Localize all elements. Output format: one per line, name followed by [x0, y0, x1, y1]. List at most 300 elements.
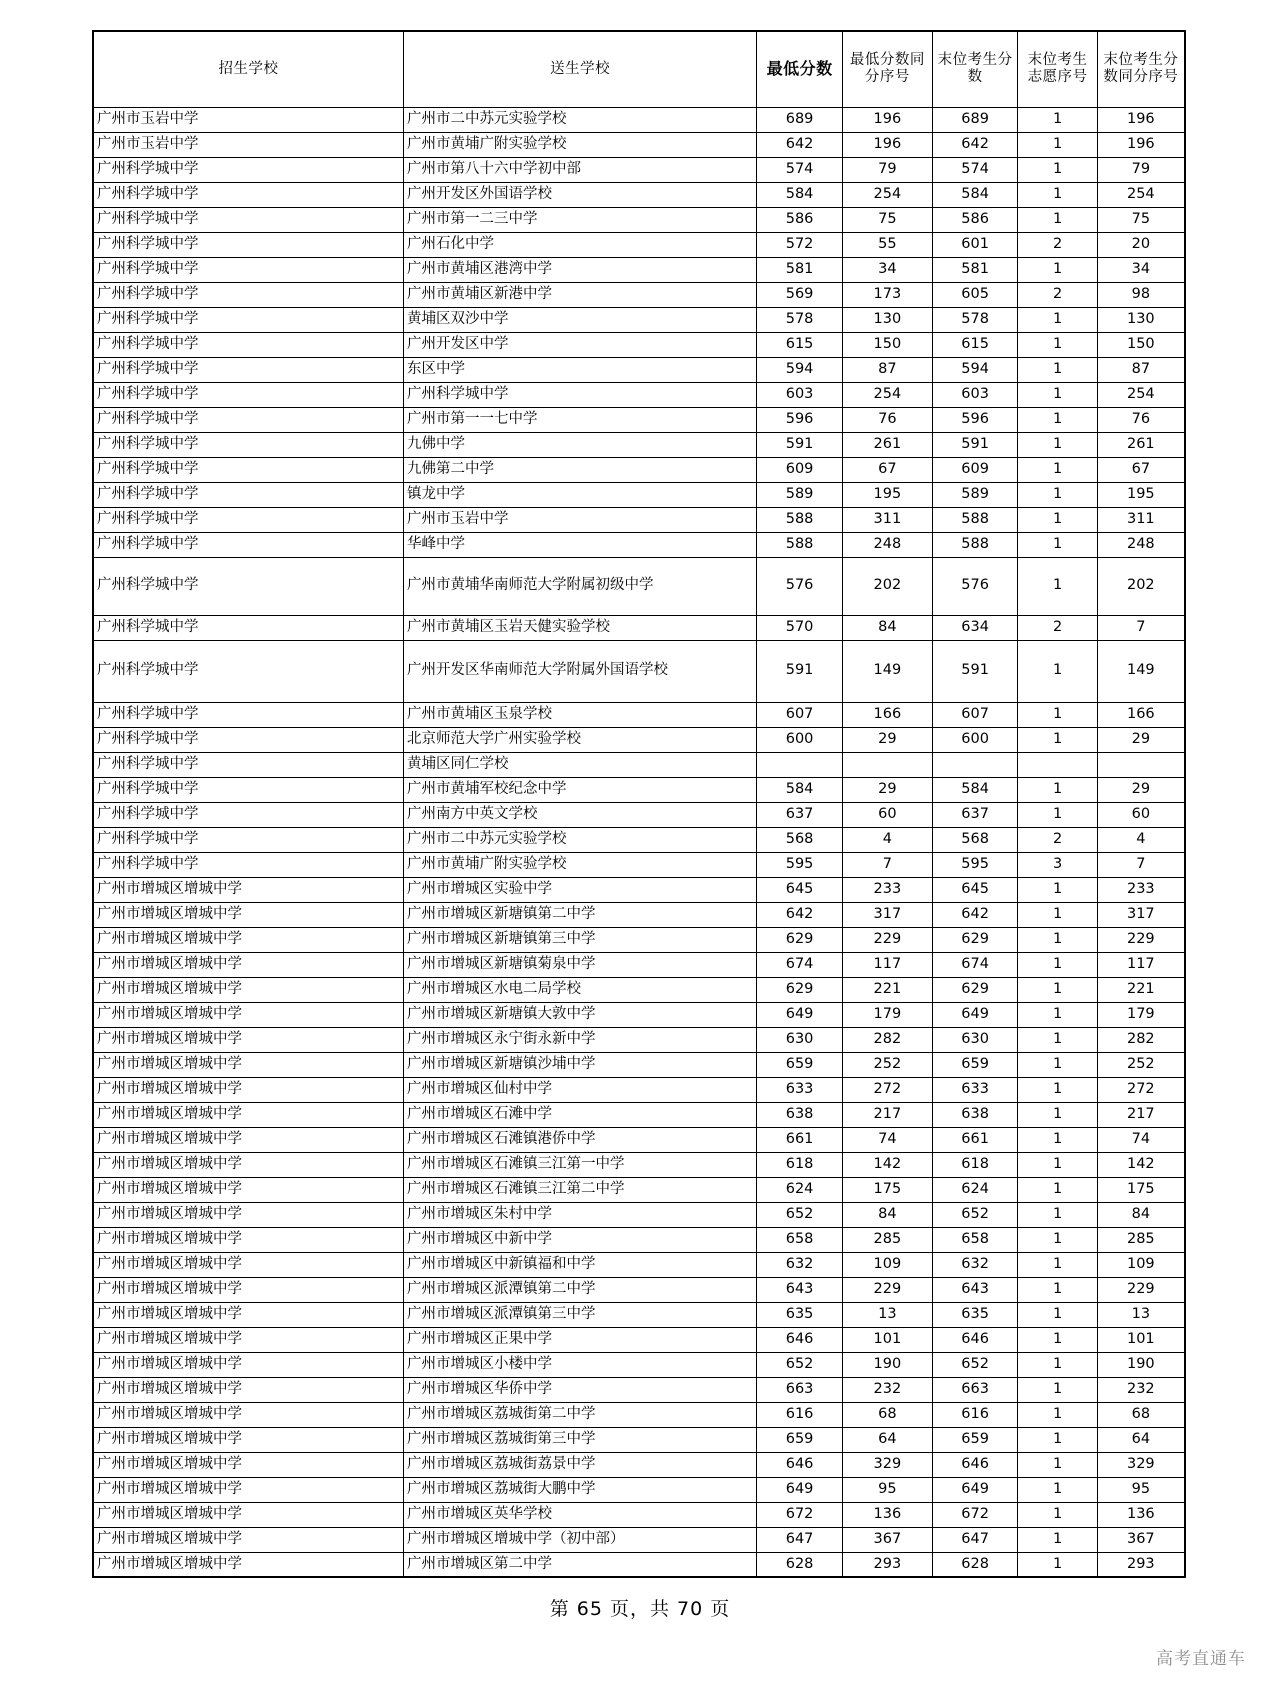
cell-recruiting-school: 广州科学城中学 — [93, 482, 403, 507]
cell-min-score: 569 — [757, 282, 843, 307]
cell-recruiting-school: 广州市增城区增城中学 — [93, 1077, 403, 1102]
cell-recruiting-school: 广州市增城区增城中学 — [93, 977, 403, 1002]
cell-last-candidate-wish-rank: 1 — [1018, 640, 1097, 702]
cell-last-candidate-same-rank: 76 — [1097, 407, 1185, 432]
cell-sending-school: 广州市二中苏元实验学校 — [403, 827, 756, 852]
cell-last-candidate-wish-rank: 1 — [1018, 1027, 1097, 1052]
cell-last-candidate-wish-rank — [1018, 752, 1097, 777]
cell-last-candidate-same-rank: 190 — [1097, 1352, 1185, 1377]
cell-sending-school: 九佛第二中学 — [403, 457, 756, 482]
cell-last-candidate-same-rank: 20 — [1097, 232, 1185, 257]
cell-last-candidate-same-rank: 196 — [1097, 107, 1185, 132]
cell-recruiting-school: 广州市增城区增城中学 — [93, 1102, 403, 1127]
cell-min-score-same-rank: 29 — [842, 777, 932, 802]
cell-recruiting-school: 广州市玉岩中学 — [93, 107, 403, 132]
cell-min-score: 600 — [757, 727, 843, 752]
cell-last-candidate-same-rank: 34 — [1097, 257, 1185, 282]
cell-last-candidate-wish-rank: 1 — [1018, 1477, 1097, 1502]
table-row — [93, 1102, 1185, 1127]
cell-recruiting-school: 广州科学城中学 — [93, 332, 403, 357]
cell-last-candidate-wish-rank: 1 — [1018, 157, 1097, 182]
cell-min-score: 674 — [757, 952, 843, 977]
cell-sending-school: 广州市增城区实验中学 — [403, 877, 756, 902]
cell-sending-school: 广州市增城区正果中学 — [403, 1327, 756, 1352]
table-row — [93, 1377, 1185, 1402]
table-row — [93, 1052, 1185, 1077]
cell-last-candidate-same-rank: 95 — [1097, 1477, 1185, 1502]
cell-last-candidate-score: 663 — [932, 1377, 1018, 1402]
cell-min-score: 578 — [757, 307, 843, 332]
cell-last-candidate-wish-rank: 2 — [1018, 615, 1097, 640]
table-row — [93, 182, 1185, 207]
cell-min-score: 603 — [757, 382, 843, 407]
cell-last-candidate-score: 574 — [932, 157, 1018, 182]
table-row — [93, 257, 1185, 282]
cell-last-candidate-wish-rank: 1 — [1018, 977, 1097, 1002]
cell-sending-school: 广州市增城区朱村中学 — [403, 1202, 756, 1227]
cell-min-score-same-rank: 117 — [842, 952, 932, 977]
table-row — [93, 1202, 1185, 1227]
cell-recruiting-school: 广州科学城中学 — [93, 457, 403, 482]
cell-min-score: 672 — [757, 1502, 843, 1527]
cell-last-candidate-same-rank: 261 — [1097, 432, 1185, 457]
table-row — [93, 1552, 1185, 1577]
cell-recruiting-school: 广州市增城区增城中学 — [93, 1552, 403, 1577]
cell-min-score: 646 — [757, 1327, 843, 1352]
cell-last-candidate-score: 581 — [932, 257, 1018, 282]
cell-sending-school: 广州市增城区新塘镇沙埔中学 — [403, 1052, 756, 1077]
cell-min-score: 570 — [757, 615, 843, 640]
cell-min-score: 629 — [757, 977, 843, 1002]
table-row — [93, 1227, 1185, 1252]
cell-sending-school: 广州开发区外国语学校 — [403, 182, 756, 207]
cell-min-score: 588 — [757, 507, 843, 532]
cell-min-score: 618 — [757, 1152, 843, 1177]
cell-sending-school: 广州市增城区第二中学 — [403, 1552, 756, 1577]
table-row — [93, 532, 1185, 557]
cell-sending-school: 广州市增城区石滩镇三江第一中学 — [403, 1152, 756, 1177]
cell-last-candidate-score: 603 — [932, 382, 1018, 407]
cell-recruiting-school: 广州市增城区增城中学 — [93, 927, 403, 952]
cell-min-score-same-rank: 75 — [842, 207, 932, 232]
cell-sending-school: 广州市黄埔区玉泉学校 — [403, 702, 756, 727]
cell-last-candidate-wish-rank: 1 — [1018, 1302, 1097, 1327]
cell-last-candidate-wish-rank: 1 — [1018, 877, 1097, 902]
cell-last-candidate-score: 605 — [932, 282, 1018, 307]
cell-recruiting-school: 广州市增城区增城中学 — [93, 1477, 403, 1502]
cell-last-candidate-same-rank: 142 — [1097, 1152, 1185, 1177]
cell-last-candidate-score: 588 — [932, 532, 1018, 557]
table-header-row — [93, 31, 1185, 107]
cell-min-score-same-rank: 202 — [842, 557, 932, 615]
cell-recruiting-school: 广州科学城中学 — [93, 557, 403, 615]
column-header-min-score: 最低分数 — [757, 31, 843, 107]
cell-recruiting-school: 广州市增城区增城中学 — [93, 1527, 403, 1552]
table-row — [93, 1027, 1185, 1052]
cell-recruiting-school: 广州市增城区增城中学 — [93, 877, 403, 902]
cell-last-candidate-same-rank: 130 — [1097, 307, 1185, 332]
cell-sending-school: 北京师范大学广州实验学校 — [403, 727, 756, 752]
cell-last-candidate-score: 642 — [932, 132, 1018, 157]
table-row — [93, 282, 1185, 307]
cell-last-candidate-score: 591 — [932, 640, 1018, 702]
cell-last-candidate-same-rank: 232 — [1097, 1377, 1185, 1402]
cell-last-candidate-score: 672 — [932, 1502, 1018, 1527]
cell-min-score: 568 — [757, 827, 843, 852]
table-row — [93, 702, 1185, 727]
table-row — [93, 382, 1185, 407]
cell-last-candidate-same-rank: 29 — [1097, 727, 1185, 752]
cell-sending-school: 广州市增城区华侨中学 — [403, 1377, 756, 1402]
cell-min-score — [757, 752, 843, 777]
cell-last-candidate-wish-rank: 1 — [1018, 332, 1097, 357]
cell-last-candidate-score: 652 — [932, 1352, 1018, 1377]
cell-last-candidate-wish-rank: 1 — [1018, 1177, 1097, 1202]
cell-min-score: 638 — [757, 1102, 843, 1127]
cell-min-score-same-rank: 29 — [842, 727, 932, 752]
cell-sending-school: 广州市增城区中新镇福和中学 — [403, 1252, 756, 1277]
table-row — [93, 357, 1185, 382]
cell-sending-school: 九佛中学 — [403, 432, 756, 457]
cell-min-score-same-rank: 34 — [842, 257, 932, 282]
cell-last-candidate-score: 624 — [932, 1177, 1018, 1202]
cell-min-score: 615 — [757, 332, 843, 357]
cell-min-score-same-rank: 285 — [842, 1227, 932, 1252]
cell-last-candidate-wish-rank: 1 — [1018, 1152, 1097, 1177]
cell-last-candidate-wish-rank: 1 — [1018, 727, 1097, 752]
cell-last-candidate-wish-rank: 1 — [1018, 1552, 1097, 1577]
cell-recruiting-school: 广州科学城中学 — [93, 532, 403, 557]
cell-min-score: 609 — [757, 457, 843, 482]
cell-min-score: 645 — [757, 877, 843, 902]
cell-last-candidate-wish-rank: 1 — [1018, 132, 1097, 157]
cell-last-candidate-score: 600 — [932, 727, 1018, 752]
table-row — [93, 952, 1185, 977]
page-number-footer: 第 65 页，共 70 页 — [549, 1598, 731, 1620]
cell-sending-school: 广州市增城区新塘镇第三中学 — [403, 927, 756, 952]
cell-last-candidate-score: 643 — [932, 1277, 1018, 1302]
cell-recruiting-school: 广州市增城区增城中学 — [93, 1002, 403, 1027]
cell-last-candidate-score: 630 — [932, 1027, 1018, 1052]
column-header-last-candidate-same-rank: 末位考生分数同分序号 — [1097, 31, 1185, 107]
cell-min-score-same-rank: 64 — [842, 1427, 932, 1452]
cell-sending-school: 广州市增城区新塘镇第二中学 — [403, 902, 756, 927]
cell-last-candidate-wish-rank: 1 — [1018, 1452, 1097, 1477]
cell-min-score: 596 — [757, 407, 843, 432]
cell-sending-school: 华峰中学 — [403, 532, 756, 557]
cell-last-candidate-score — [932, 752, 1018, 777]
cell-sending-school: 广州石化中学 — [403, 232, 756, 257]
cell-min-score: 607 — [757, 702, 843, 727]
cell-recruiting-school: 广州科学城中学 — [93, 727, 403, 752]
cell-last-candidate-score: 616 — [932, 1402, 1018, 1427]
cell-min-score-same-rank: 190 — [842, 1352, 932, 1377]
cell-sending-school: 广州市增城区石滩中学 — [403, 1102, 756, 1127]
cell-min-score-same-rank: 329 — [842, 1452, 932, 1477]
cell-min-score-same-rank: 248 — [842, 532, 932, 557]
cell-min-score-same-rank: 233 — [842, 877, 932, 902]
cell-last-candidate-wish-rank: 2 — [1018, 827, 1097, 852]
cell-last-candidate-wish-rank: 1 — [1018, 1127, 1097, 1152]
cell-last-candidate-wish-rank: 1 — [1018, 357, 1097, 382]
cell-min-score: 652 — [757, 1202, 843, 1227]
cell-min-score-same-rank: 130 — [842, 307, 932, 332]
cell-last-candidate-wish-rank: 1 — [1018, 1352, 1097, 1377]
table-row — [93, 827, 1185, 852]
cell-recruiting-school: 广州科学城中学 — [93, 507, 403, 532]
cell-recruiting-school: 广州科学城中学 — [93, 282, 403, 307]
table-row — [93, 1527, 1185, 1552]
cell-last-candidate-score: 618 — [932, 1152, 1018, 1177]
cell-sending-school: 广州市第八十六中学初中部 — [403, 157, 756, 182]
cell-min-score: 630 — [757, 1027, 843, 1052]
cell-sending-school: 广州市增城区仙村中学 — [403, 1077, 756, 1102]
table-row — [93, 1252, 1185, 1277]
cell-min-score-same-rank: 221 — [842, 977, 932, 1002]
cell-recruiting-school: 广州科学城中学 — [93, 752, 403, 777]
cell-sending-school: 广州市黄埔广附实验学校 — [403, 132, 756, 157]
cell-last-candidate-same-rank: 136 — [1097, 1502, 1185, 1527]
table-row — [93, 457, 1185, 482]
cell-last-candidate-score: 632 — [932, 1252, 1018, 1277]
cell-recruiting-school: 广州科学城中学 — [93, 257, 403, 282]
cell-last-candidate-same-rank: 329 — [1097, 1452, 1185, 1477]
cell-recruiting-school: 广州科学城中学 — [93, 802, 403, 827]
table-row — [93, 1477, 1185, 1502]
cell-last-candidate-score: 628 — [932, 1552, 1018, 1577]
cell-min-score-same-rank: 74 — [842, 1127, 932, 1152]
cell-last-candidate-wish-rank: 1 — [1018, 1227, 1097, 1252]
cell-recruiting-school: 广州科学城中学 — [93, 827, 403, 852]
table-row — [93, 507, 1185, 532]
cell-recruiting-school: 广州市增城区增城中学 — [93, 902, 403, 927]
watermark-label: 高考直通车 — [1156, 1649, 1246, 1669]
table-row — [93, 752, 1185, 777]
cell-min-score: 591 — [757, 640, 843, 702]
cell-sending-school: 广州市增城区增城中学（初中部） — [403, 1527, 756, 1552]
table-row — [93, 557, 1185, 615]
cell-sending-school: 广州市第一二三中学 — [403, 207, 756, 232]
cell-recruiting-school: 广州市增城区增城中学 — [93, 1427, 403, 1452]
cell-recruiting-school: 广州市增城区增城中学 — [93, 1327, 403, 1352]
cell-last-candidate-same-rank: 101 — [1097, 1327, 1185, 1352]
cell-last-candidate-same-rank: 68 — [1097, 1402, 1185, 1427]
cell-last-candidate-wish-rank: 1 — [1018, 1377, 1097, 1402]
table-row — [93, 1177, 1185, 1202]
cell-sending-school: 广州市增城区荔城街荔景中学 — [403, 1452, 756, 1477]
cell-min-score-same-rank: 68 — [842, 1402, 932, 1427]
cell-last-candidate-same-rank: 7 — [1097, 852, 1185, 877]
cell-last-candidate-wish-rank: 1 — [1018, 1077, 1097, 1102]
cell-last-candidate-same-rank: 248 — [1097, 532, 1185, 557]
table-row — [93, 877, 1185, 902]
cell-recruiting-school: 广州科学城中学 — [93, 357, 403, 382]
cell-recruiting-school: 广州科学城中学 — [93, 615, 403, 640]
cell-last-candidate-same-rank: 87 — [1097, 357, 1185, 382]
cell-min-score-same-rank: 84 — [842, 615, 932, 640]
cell-last-candidate-score: 589 — [932, 482, 1018, 507]
cell-min-score: 658 — [757, 1227, 843, 1252]
cell-min-score-same-rank: 76 — [842, 407, 932, 432]
cell-last-candidate-score: 689 — [932, 107, 1018, 132]
cell-min-score: 581 — [757, 257, 843, 282]
cell-last-candidate-wish-rank: 1 — [1018, 702, 1097, 727]
cell-min-score: 642 — [757, 132, 843, 157]
cell-last-candidate-score: 646 — [932, 1452, 1018, 1477]
cell-recruiting-school: 广州市增城区增城中学 — [93, 1502, 403, 1527]
cell-min-score: 649 — [757, 1477, 843, 1502]
cell-min-score-same-rank: 261 — [842, 432, 932, 457]
cell-last-candidate-wish-rank: 2 — [1018, 232, 1097, 257]
cell-last-candidate-score: 629 — [932, 977, 1018, 1002]
cell-last-candidate-score: 642 — [932, 902, 1018, 927]
cell-min-score-same-rank: 217 — [842, 1102, 932, 1127]
cell-last-candidate-same-rank: 254 — [1097, 382, 1185, 407]
cell-sending-school: 广州开发区华南师范大学附属外国语学校 — [403, 640, 756, 702]
cell-last-candidate-same-rank: 67 — [1097, 457, 1185, 482]
cell-min-score-same-rank: 282 — [842, 1027, 932, 1052]
table-row — [93, 852, 1185, 877]
cell-min-score-same-rank: 254 — [842, 182, 932, 207]
cell-min-score: 584 — [757, 182, 843, 207]
table-row — [93, 977, 1185, 1002]
cell-min-score-same-rank: 4 — [842, 827, 932, 852]
cell-sending-school: 广州市黄埔华南师范大学附属初级中学 — [403, 557, 756, 615]
cell-last-candidate-wish-rank: 1 — [1018, 1327, 1097, 1352]
table-row — [93, 132, 1185, 157]
cell-min-score: 659 — [757, 1427, 843, 1452]
cell-last-candidate-score: 638 — [932, 1102, 1018, 1127]
cell-min-score: 588 — [757, 532, 843, 557]
cell-last-candidate-wish-rank: 1 — [1018, 1502, 1097, 1527]
table-row — [93, 407, 1185, 432]
cell-sending-school: 广州市增城区新塘镇大敦中学 — [403, 1002, 756, 1027]
cell-last-candidate-score: 649 — [932, 1477, 1018, 1502]
cell-min-score-same-rank: 293 — [842, 1552, 932, 1577]
cell-last-candidate-same-rank: 311 — [1097, 507, 1185, 532]
cell-min-score: 649 — [757, 1002, 843, 1027]
cell-min-score-same-rank: 196 — [842, 107, 932, 132]
table-row — [93, 1452, 1185, 1477]
table-row — [93, 307, 1185, 332]
cell-last-candidate-same-rank: 252 — [1097, 1052, 1185, 1077]
cell-last-candidate-wish-rank: 1 — [1018, 507, 1097, 532]
cell-last-candidate-same-rank: 233 — [1097, 877, 1185, 902]
cell-min-score-same-rank: 254 — [842, 382, 932, 407]
cell-min-score-same-rank: 229 — [842, 1277, 932, 1302]
cell-sending-school: 广州市黄埔区港湾中学 — [403, 257, 756, 282]
cell-last-candidate-score: 584 — [932, 182, 1018, 207]
cell-sending-school: 广州市第一一七中学 — [403, 407, 756, 432]
table-row — [93, 1152, 1185, 1177]
cell-sending-school: 广州市黄埔广附实验学校 — [403, 852, 756, 877]
cell-last-candidate-same-rank: 79 — [1097, 157, 1185, 182]
cell-last-candidate-wish-rank: 1 — [1018, 207, 1097, 232]
cell-last-candidate-score: 588 — [932, 507, 1018, 532]
cell-last-candidate-wish-rank: 1 — [1018, 557, 1097, 615]
cell-min-score-same-rank: 67 — [842, 457, 932, 482]
cell-min-score-same-rank: 196 — [842, 132, 932, 157]
cell-sending-school: 黄埔区双沙中学 — [403, 307, 756, 332]
cell-last-candidate-wish-rank: 2 — [1018, 282, 1097, 307]
admission-score-table-container — [92, 30, 1186, 1578]
cell-recruiting-school: 广州科学城中学 — [93, 702, 403, 727]
table-row — [93, 1502, 1185, 1527]
cell-sending-school: 广州南方中英文学校 — [403, 802, 756, 827]
cell-last-candidate-score: 629 — [932, 927, 1018, 952]
table-row — [93, 1352, 1185, 1377]
cell-last-candidate-same-rank: 293 — [1097, 1552, 1185, 1577]
column-header-last-candidate-score: 末位考生分数 — [932, 31, 1018, 107]
table-row — [93, 1002, 1185, 1027]
cell-recruiting-school: 广州科学城中学 — [93, 157, 403, 182]
cell-last-candidate-wish-rank: 1 — [1018, 1277, 1097, 1302]
cell-last-candidate-same-rank: 149 — [1097, 640, 1185, 702]
table-row — [93, 107, 1185, 132]
cell-min-score: 574 — [757, 157, 843, 182]
cell-sending-school: 广州市增城区派潭镇第二中学 — [403, 1277, 756, 1302]
table-body — [93, 107, 1185, 1577]
cell-min-score-same-rank: 150 — [842, 332, 932, 357]
cell-min-score-same-rank — [842, 752, 932, 777]
table-row — [93, 802, 1185, 827]
cell-recruiting-school: 广州市增城区增城中学 — [93, 1227, 403, 1252]
cell-min-score: 594 — [757, 357, 843, 382]
cell-min-score: 646 — [757, 1452, 843, 1477]
cell-recruiting-school: 广州市增城区增城中学 — [93, 1027, 403, 1052]
cell-last-candidate-wish-rank: 1 — [1018, 532, 1097, 557]
cell-last-candidate-wish-rank: 1 — [1018, 382, 1097, 407]
cell-sending-school: 广州市二中苏元实验学校 — [403, 107, 756, 132]
column-header-min-score-same-rank: 最低分数同分序号 — [842, 31, 932, 107]
table-row — [93, 727, 1185, 752]
cell-min-score: 572 — [757, 232, 843, 257]
cell-last-candidate-score: 591 — [932, 432, 1018, 457]
cell-min-score-same-rank: 179 — [842, 1002, 932, 1027]
cell-recruiting-school: 广州市增城区增城中学 — [93, 1127, 403, 1152]
cell-recruiting-school: 广州科学城中学 — [93, 640, 403, 702]
cell-last-candidate-score: 596 — [932, 407, 1018, 432]
cell-min-score: 586 — [757, 207, 843, 232]
cell-last-candidate-same-rank: 7 — [1097, 615, 1185, 640]
cell-last-candidate-same-rank: 74 — [1097, 1127, 1185, 1152]
cell-min-score-same-rank: 195 — [842, 482, 932, 507]
cell-last-candidate-same-rank: 13 — [1097, 1302, 1185, 1327]
table-row — [93, 1327, 1185, 1352]
table-row — [93, 432, 1185, 457]
cell-last-candidate-same-rank: 64 — [1097, 1427, 1185, 1452]
cell-last-candidate-score: 584 — [932, 777, 1018, 802]
cell-min-score: 576 — [757, 557, 843, 615]
cell-min-score: 659 — [757, 1052, 843, 1077]
cell-last-candidate-score: 637 — [932, 802, 1018, 827]
cell-recruiting-school: 广州市增城区增城中学 — [93, 1452, 403, 1477]
cell-last-candidate-same-rank: 282 — [1097, 1027, 1185, 1052]
table-row — [93, 1402, 1185, 1427]
cell-recruiting-school: 广州科学城中学 — [93, 307, 403, 332]
cell-recruiting-school: 广州科学城中学 — [93, 407, 403, 432]
cell-sending-school: 东区中学 — [403, 357, 756, 382]
cell-last-candidate-same-rank: 60 — [1097, 802, 1185, 827]
cell-sending-school: 广州市增城区派潭镇第三中学 — [403, 1302, 756, 1327]
table-header — [93, 31, 1185, 107]
cell-min-score: 652 — [757, 1352, 843, 1377]
cell-min-score-same-rank: 136 — [842, 1502, 932, 1527]
cell-last-candidate-same-rank: 202 — [1097, 557, 1185, 615]
cell-min-score: 642 — [757, 902, 843, 927]
cell-min-score-same-rank: 229 — [842, 927, 932, 952]
cell-recruiting-school: 广州市玉岩中学 — [93, 132, 403, 157]
